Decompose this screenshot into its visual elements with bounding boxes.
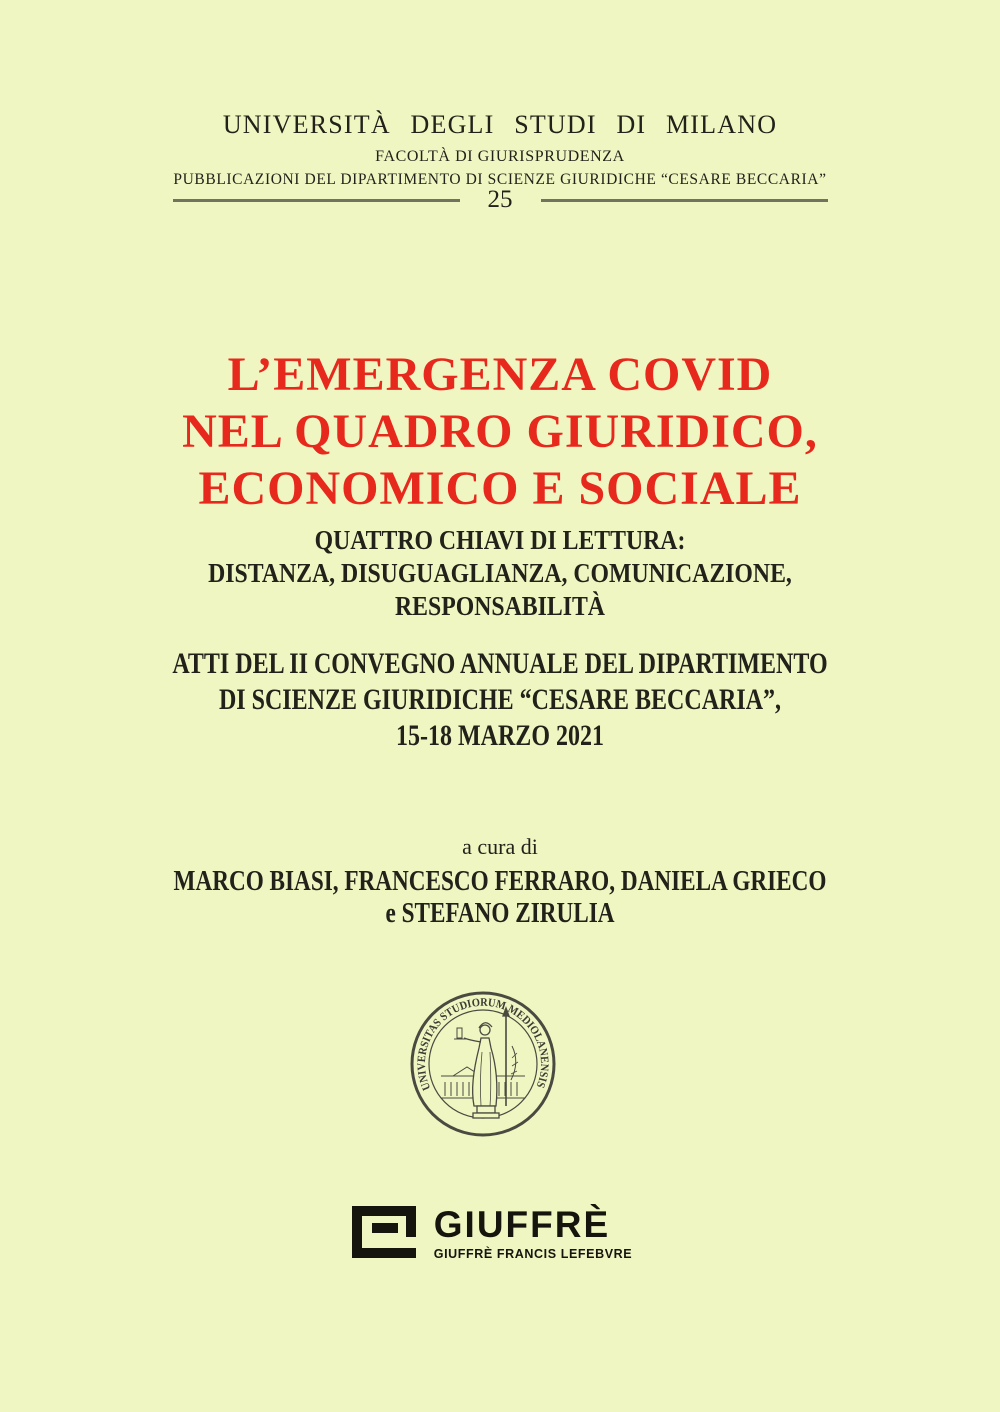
volume-row — [0, 186, 1000, 214]
subtitle-line: RESPONSABILITÀ — [395, 591, 605, 621]
conference-line: ATTI DEL II CONVEGNO ANNUALE DEL DIPARTIMENTO — [172, 647, 828, 680]
volume-number: 25 — [487, 186, 513, 213]
editors-names-line: e STEFANO ZIRULIA — [385, 897, 615, 929]
editors-block — [0, 834, 1000, 929]
publisher-tagline: GIUFFRÈ FRANCIS LEFEBVRE — [433, 1247, 633, 1261]
university-name: UNIVERSITÀ DEGLI STUDI DI MILANO — [222, 110, 778, 139]
series-header — [0, 110, 1000, 189]
editors-names — [100, 865, 900, 929]
main-title-line: ECONOMICO E SOCIALE — [198, 462, 802, 515]
publisher-name: GIUFFRÈ — [433, 1204, 611, 1245]
main-title-line: NEL QUADRO GIURIDICO, — [182, 405, 818, 458]
conference-line: DI SCIENZE GIURIDICHE “CESARE BECCARIA”, — [218, 683, 782, 716]
subtitle — [60, 524, 940, 623]
conference-info — [100, 646, 900, 754]
giuffre-logo-icon — [352, 1206, 416, 1258]
rule-right — [541, 199, 828, 202]
main-title — [0, 346, 1000, 517]
publisher-logo — [0, 1206, 1000, 1261]
university-seal-icon — [407, 988, 559, 1140]
editors-names-line: MARCO BIASI, FRANCESCO FERRARO, DANIELA GRIECO — [173, 865, 827, 897]
rule-left — [173, 199, 460, 202]
publisher-text — [434, 1206, 632, 1261]
faculty-name: FACOLTÀ DI GIURISPRUDENZA — [375, 148, 625, 165]
main-title-line: L’EMERGENZA COVID — [227, 348, 773, 401]
subtitle-line: DISTANZA, DISUGUAGLIANZA, COMUNICAZIONE, — [208, 558, 792, 588]
subtitle-line: QUATTRO CHIAVI DI LETTURA: — [314, 525, 686, 555]
editors-label: a cura di — [462, 834, 538, 859]
seal-minerva-figure — [454, 1008, 518, 1118]
conference-line: 15-18 MARZO 2021 — [396, 719, 604, 752]
publication-series: PUBBLICAZIONI DEL DIPARTIMENTO DI SCIENZE GIURIDICHE “CESARE BECCARIA” — [173, 171, 827, 188]
seal-inscription: UNIVERSITAS STUDIORUM MEDIOLANENSIS — [415, 996, 551, 1092]
